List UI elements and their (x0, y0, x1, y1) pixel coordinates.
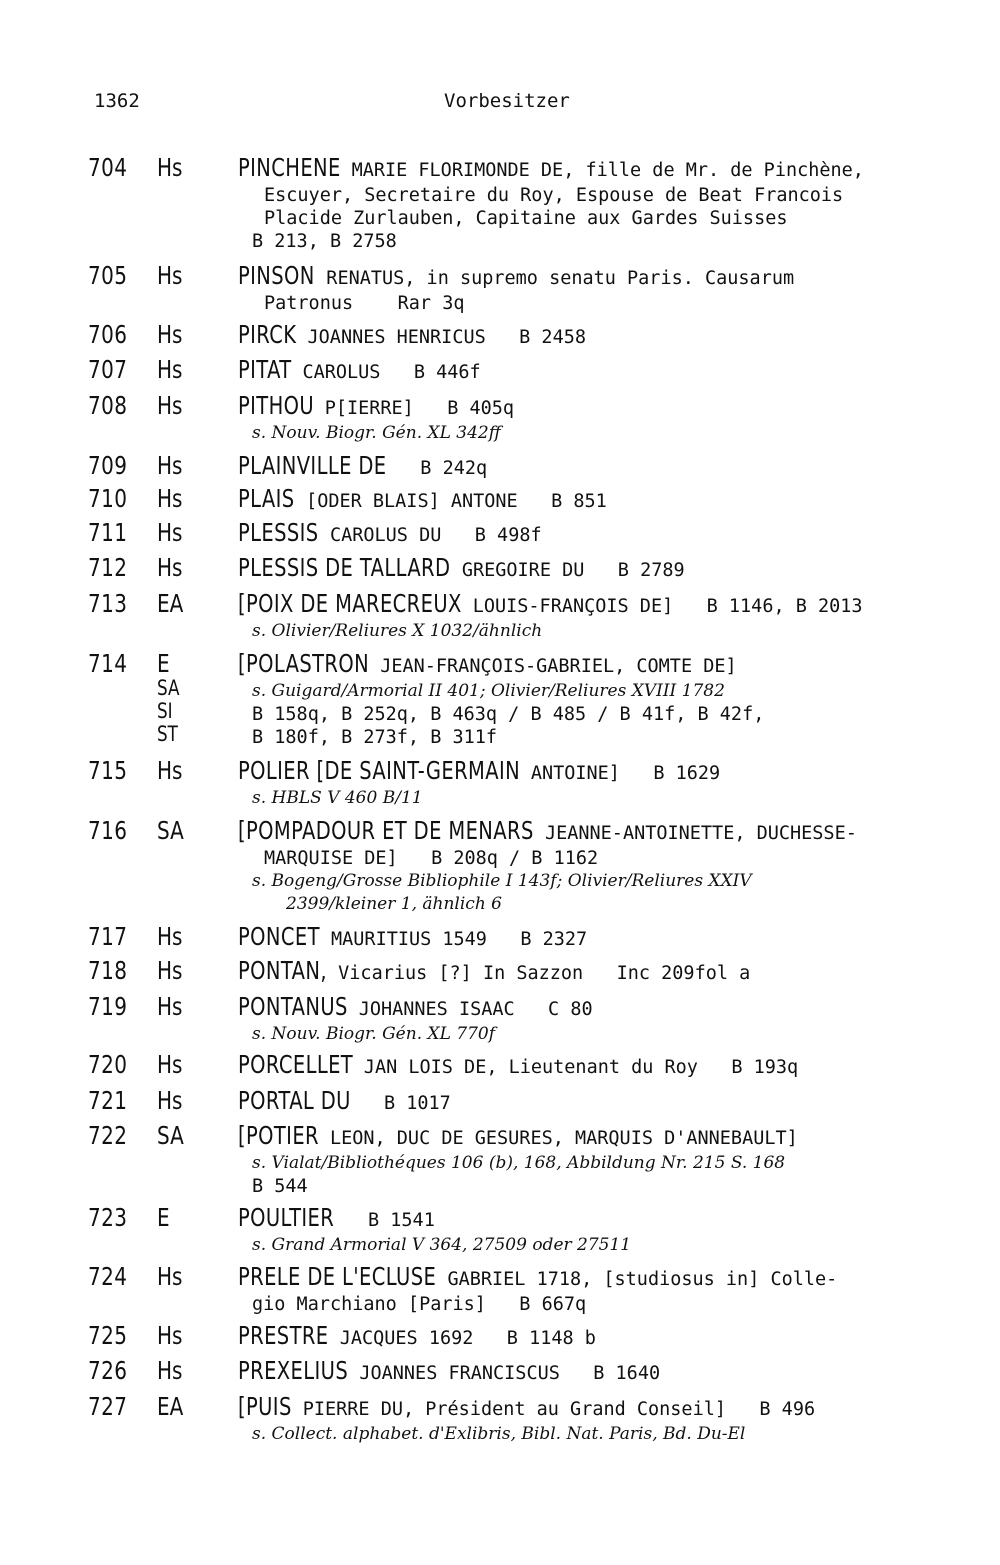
entry-number: 709 (88, 451, 128, 480)
entry-body (238, 1323, 983, 1352)
owner-details: ANTOINE] B 1629 (519, 763, 721, 784)
entry-body (238, 818, 983, 916)
entry-body (238, 555, 983, 584)
category-code: Hs (157, 756, 183, 785)
entry-number: 705 (88, 261, 128, 290)
owner-details: JOANNES HENRICUS B 2458 (296, 327, 586, 348)
owner-name: PONTAN, (238, 956, 327, 985)
category-code: Hs (157, 553, 183, 582)
owner-details: JOHANNES ISAAC C 80 (347, 999, 593, 1020)
reference-line: s. Collect. alphabet. d'Exlibris, Bibl. Nat. Paris, Bd. Du-El (252, 1424, 746, 1444)
entry-body (238, 1052, 983, 1081)
entry-category (157, 591, 183, 617)
entry-body (238, 1394, 983, 1446)
entry-number: 720 (88, 1050, 128, 1079)
owner-name: PIRCK (238, 320, 297, 349)
entry-body (238, 1205, 983, 1257)
owner-name: PRELE DE L'ECLUSE (238, 1262, 437, 1291)
entry-number: 715 (88, 756, 128, 785)
entry-category (157, 651, 179, 746)
entry-body (238, 520, 983, 549)
entry-body (238, 393, 983, 445)
owner-details: JAN LOIS DE, Lieutenant du Roy B 193q (352, 1057, 799, 1078)
entry-body (238, 453, 983, 482)
entry-body (238, 322, 983, 351)
owner-name: PORCELLET (238, 1050, 354, 1079)
category-code: Hs (157, 1321, 183, 1350)
owner-name: PONCET (238, 922, 320, 951)
owner-name: PONTANUS (238, 992, 348, 1021)
owner-name: [POMPADOUR ET DE MENARS (238, 816, 534, 845)
owner-name: PREXELIUS (238, 1356, 349, 1385)
category-code: Hs (157, 391, 183, 420)
entry-number: 718 (88, 956, 128, 985)
category-code: EA (157, 1392, 184, 1421)
category-code: SA (157, 1121, 184, 1150)
reference-line: 2399/kleiner 1, ähnlich 6 (286, 894, 502, 914)
entry-category (157, 555, 182, 581)
category-code: Hs (157, 956, 183, 985)
entry-number: 707 (88, 355, 128, 384)
entry-body (238, 486, 983, 515)
owner-name: PINCHENE (238, 153, 341, 182)
entry-category (157, 1123, 184, 1149)
owner-details: [ODER BLAIS] ANTONE B 851 (294, 491, 607, 512)
owner-name: [POIX DE MARECREUX (238, 589, 462, 618)
entry-category (157, 1358, 182, 1384)
owner-name: PITHOU (238, 391, 315, 420)
owner-details: JEAN-FRANÇOIS-GABRIEL, COMTE DE] (369, 656, 737, 677)
entry-category (157, 322, 182, 348)
owner-details: CAROLUS B 446f (291, 362, 481, 383)
entry-body (238, 155, 983, 253)
category-code: ST (157, 722, 178, 746)
owner-name: PORTAL DU (238, 1086, 351, 1115)
entry-category (157, 357, 182, 383)
entry-category (157, 520, 182, 546)
owner-details: LOUIS-FRANÇOIS DE] B 1146, B 2013 (461, 596, 863, 617)
entry-body (238, 1358, 983, 1387)
entry-number: 704 (88, 153, 128, 182)
reference-line: s. Nouv. Biogr. Gén. XL 770f (252, 1024, 496, 1044)
owner-details: B 1541 (334, 1210, 435, 1231)
category-code: Hs (157, 355, 183, 384)
continuation-line: Placide Zurlauben, Capitaine aux Gardes Suisses (264, 208, 788, 229)
owner-name: [POTIER (238, 1121, 319, 1150)
page-number: 1362 (94, 90, 140, 112)
entry-number: 726 (88, 1356, 128, 1385)
owner-name: POULTIER (238, 1203, 335, 1232)
entry-category (157, 1323, 182, 1349)
category-code: Hs (157, 1086, 183, 1115)
entry-category (157, 1264, 182, 1290)
entry-category (157, 924, 182, 950)
owner-details: B 242q (386, 458, 488, 479)
entry-body (238, 924, 983, 953)
reference-line: s. Guigard/Armorial II 401; Olivier/Reliures XVIII 1782 (252, 681, 725, 701)
entry-body (238, 591, 983, 643)
owner-name: PLAIS (238, 484, 295, 513)
continuation-line: gio Marchiano [Paris] B 667q (252, 1294, 587, 1315)
entry-category (157, 758, 182, 784)
entry-category (157, 818, 184, 844)
continuation-line: Escuyer, Secretaire du Roy, Espouse de Beat Francois (264, 185, 844, 206)
entry-category (157, 155, 182, 181)
entry-body (238, 958, 983, 987)
category-code: Hs (157, 992, 183, 1021)
continuation-line: Patronus Rar 3q (264, 293, 465, 314)
entry-category (157, 486, 182, 512)
owner-details: RENATUS, in supremo senatu Paris. Causarum (315, 268, 795, 289)
continuation-line: B 544 (252, 1176, 308, 1197)
entry-body (238, 758, 983, 810)
reference-line: s. Bogeng/Grosse Bibliophile I 143f; Olivier/Reliures XXIV (252, 871, 752, 891)
entry-number: 711 (88, 518, 128, 547)
owner-name: PLESSIS (238, 518, 319, 547)
category-code: E (157, 1203, 170, 1232)
entry-number: 708 (88, 391, 128, 420)
owner-name: [POLASTRON (238, 649, 370, 678)
owner-name: PLESSIS DE TALLARD (238, 553, 451, 582)
entry-category (157, 393, 182, 419)
entry-number: 725 (88, 1321, 128, 1350)
entry-number: 706 (88, 320, 128, 349)
owner-name: PITAT (238, 355, 292, 384)
entry-body (238, 994, 983, 1046)
entry-body (238, 1123, 983, 1198)
reference-line: s. Olivier/Reliures X 1032/ähnlich (252, 621, 543, 641)
owner-name: PRESTRE (238, 1321, 329, 1350)
entry-body (238, 651, 983, 749)
entry-category (157, 263, 182, 289)
category-code: E (157, 649, 170, 678)
entry-category (157, 994, 182, 1020)
entry-category (157, 1205, 170, 1231)
continuation-line: B 213, B 2758 (252, 231, 397, 252)
owner-details: GABRIEL 1718, [studiosus in] Colle- (436, 1269, 838, 1290)
owner-details: JOANNES FRANCISCUS B 1640 (348, 1363, 661, 1384)
category-code: SA (157, 816, 184, 845)
category-code: Hs (157, 320, 183, 349)
continuation-line: B 180f, B 273f, B 311f (252, 727, 498, 748)
entry-number: 717 (88, 922, 128, 951)
entry-category (157, 1394, 183, 1420)
category-code: Hs (157, 261, 183, 290)
page-title: Vorbesitzer (444, 90, 570, 112)
continuation-line: MARQUISE DE] B 208q / B 1162 (264, 848, 599, 869)
category-code: Hs (157, 1050, 183, 1079)
entry-category (157, 453, 182, 479)
continuation-line: B 158q, B 252q, B 463q / B 485 / B 41f, B 42f, (252, 704, 765, 725)
entry-body (238, 1088, 983, 1117)
owner-details: CAROLUS DU B 498f (318, 525, 542, 546)
entry-category (157, 1052, 182, 1078)
owner-name: PLAINVILLE DE (238, 451, 387, 480)
entry-category (157, 1088, 182, 1114)
owner-details: MAURITIUS 1549 B 2327 (319, 929, 588, 950)
owner-name: POLIER [DE SAINT-GERMAIN (238, 756, 521, 785)
entry-body (238, 357, 983, 386)
owner-details: P[IERRE] B 405q (313, 398, 515, 419)
entry-number: 721 (88, 1086, 128, 1115)
category-code: Hs (157, 153, 183, 182)
category-code: SI (157, 699, 173, 723)
category-code: Hs (157, 451, 183, 480)
owner-details: LEON, DUC DE GESURES, MARQUIS D'ANNEBAULT] (318, 1128, 798, 1149)
owner-details: Vicarius [?] In Sazzon Inc 209fol a (327, 963, 751, 984)
category-code: SA (157, 676, 180, 700)
reference-line: s. Nouv. Biogr. Gén. XL 342ff (252, 423, 501, 443)
owner-details: B 1017 (350, 1093, 451, 1114)
entry-number: 716 (88, 816, 128, 845)
entry-number: 714 (88, 649, 128, 678)
owner-name: PINSON (238, 261, 315, 290)
owner-details: JEANNE-ANTOINETTE, DUCHESSE- (533, 823, 857, 844)
entry-number: 713 (88, 589, 128, 618)
entry-number: 724 (88, 1262, 128, 1291)
reference-line: s. Vialat/Bibliothéques 106 (b), 168, Abbildung Nr. 215 S. 168 (252, 1153, 786, 1173)
entry-number: 719 (88, 992, 128, 1021)
entry-category (157, 958, 182, 984)
owner-name: [PUIS (238, 1392, 292, 1421)
entry-number: 727 (88, 1392, 128, 1421)
reference-line: s. HBLS V 460 B/11 (252, 788, 423, 808)
entry-number: 722 (88, 1121, 128, 1150)
entry-number: 712 (88, 553, 128, 582)
category-code: Hs (157, 1356, 183, 1385)
owner-details: MARIE FLORIMONDE DE, fille de Mr. de Pinchène, (340, 160, 864, 181)
owner-details: GREGOIRE DU B 2789 (450, 560, 685, 581)
owner-details: JACQUES 1692 B 1148 b (328, 1328, 596, 1349)
category-code: EA (157, 589, 184, 618)
owner-details: PIERRE DU, Président au Grand Conseil] B 496 (291, 1399, 816, 1420)
category-code: Hs (157, 518, 183, 547)
entry-number: 723 (88, 1203, 128, 1232)
entry-number: 710 (88, 484, 128, 513)
entry-body (238, 263, 983, 315)
category-code: Hs (157, 1262, 183, 1291)
entry-body (238, 1264, 983, 1316)
category-code: Hs (157, 922, 183, 951)
category-code: Hs (157, 484, 183, 513)
reference-line: s. Grand Armorial V 364, 27509 oder 27511 (252, 1235, 632, 1255)
